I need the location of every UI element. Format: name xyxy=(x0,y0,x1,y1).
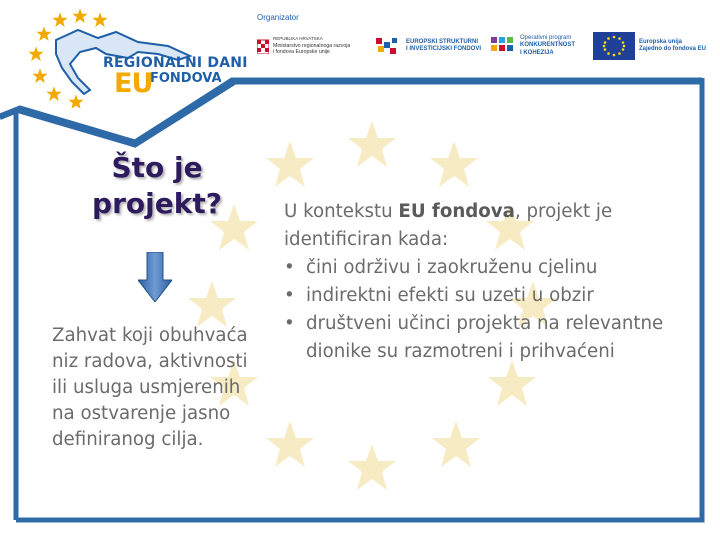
sponsor-1-line3: i fondova Europske unije xyxy=(273,49,330,56)
sponsor-ministry xyxy=(257,30,350,62)
esif-logo-icon xyxy=(374,36,402,56)
sponsor-3-line3: I KOHEZIJA xyxy=(520,49,554,56)
sponsor-esif xyxy=(374,30,481,62)
header-logos xyxy=(0,0,720,110)
project-criteria xyxy=(284,198,664,366)
intro-suffix: , projekt je identificiran kada: xyxy=(284,201,613,250)
sponsor-3-line1: Operativni program xyxy=(520,34,572,41)
criteria-item: • društveni učinci projekta na relevantne dionike su razmotreni i prihvaćeni xyxy=(284,310,664,366)
organizator-label: Organizator xyxy=(257,13,299,22)
sponsor-1-line1: REPUBLIKA HRVATSKA xyxy=(273,36,323,42)
logo-eu: EU xyxy=(114,68,153,99)
logo-title: REGIONALNI DANI xyxy=(103,55,248,71)
slide-heading xyxy=(62,150,252,222)
sponsor-4-line2: Zajedno do fondova EU xyxy=(639,46,706,52)
criteria-item: • indirektni efekti su uzeti u obzir xyxy=(284,282,664,310)
heading-line2: projekt? xyxy=(92,187,222,220)
eu-flag-icon xyxy=(593,32,635,60)
project-definition: Zahvat koji obuhvaća niz radova, aktivnosti ili usluga usmjerenih na ostvarenje jasno definiranog cilja. xyxy=(52,325,248,450)
sponsor-op-kik xyxy=(490,30,575,62)
sponsor-eu xyxy=(593,30,706,62)
sponsor-2-line1: EUROPSKI STRUKTURNI xyxy=(406,38,479,45)
intro-prefix: U kontekstu xyxy=(284,201,399,222)
sponsor-1-line2: Ministarstvo regionalnoga razvoja xyxy=(273,42,351,49)
criteria-item: • čini održivu i zaokruženu cjelinu xyxy=(284,254,664,282)
heading-line1: Što je xyxy=(111,151,203,184)
criteria-list xyxy=(284,254,664,366)
logo-fondova: FONDOVA xyxy=(150,71,222,86)
op-kik-logo-icon xyxy=(490,35,516,57)
sponsor-3-line2: KONKURENTNOST xyxy=(520,42,575,49)
criteria-intro xyxy=(284,198,664,254)
sponsor-4-line1: Europska unija xyxy=(639,38,683,45)
sponsor-2-line2: I INVESTICIJSKI FONDOVI xyxy=(406,46,482,52)
intro-bold: EU fondova xyxy=(398,201,515,222)
croatia-coat-of-arms-icon xyxy=(257,38,269,54)
arrow-down-icon xyxy=(138,252,172,302)
